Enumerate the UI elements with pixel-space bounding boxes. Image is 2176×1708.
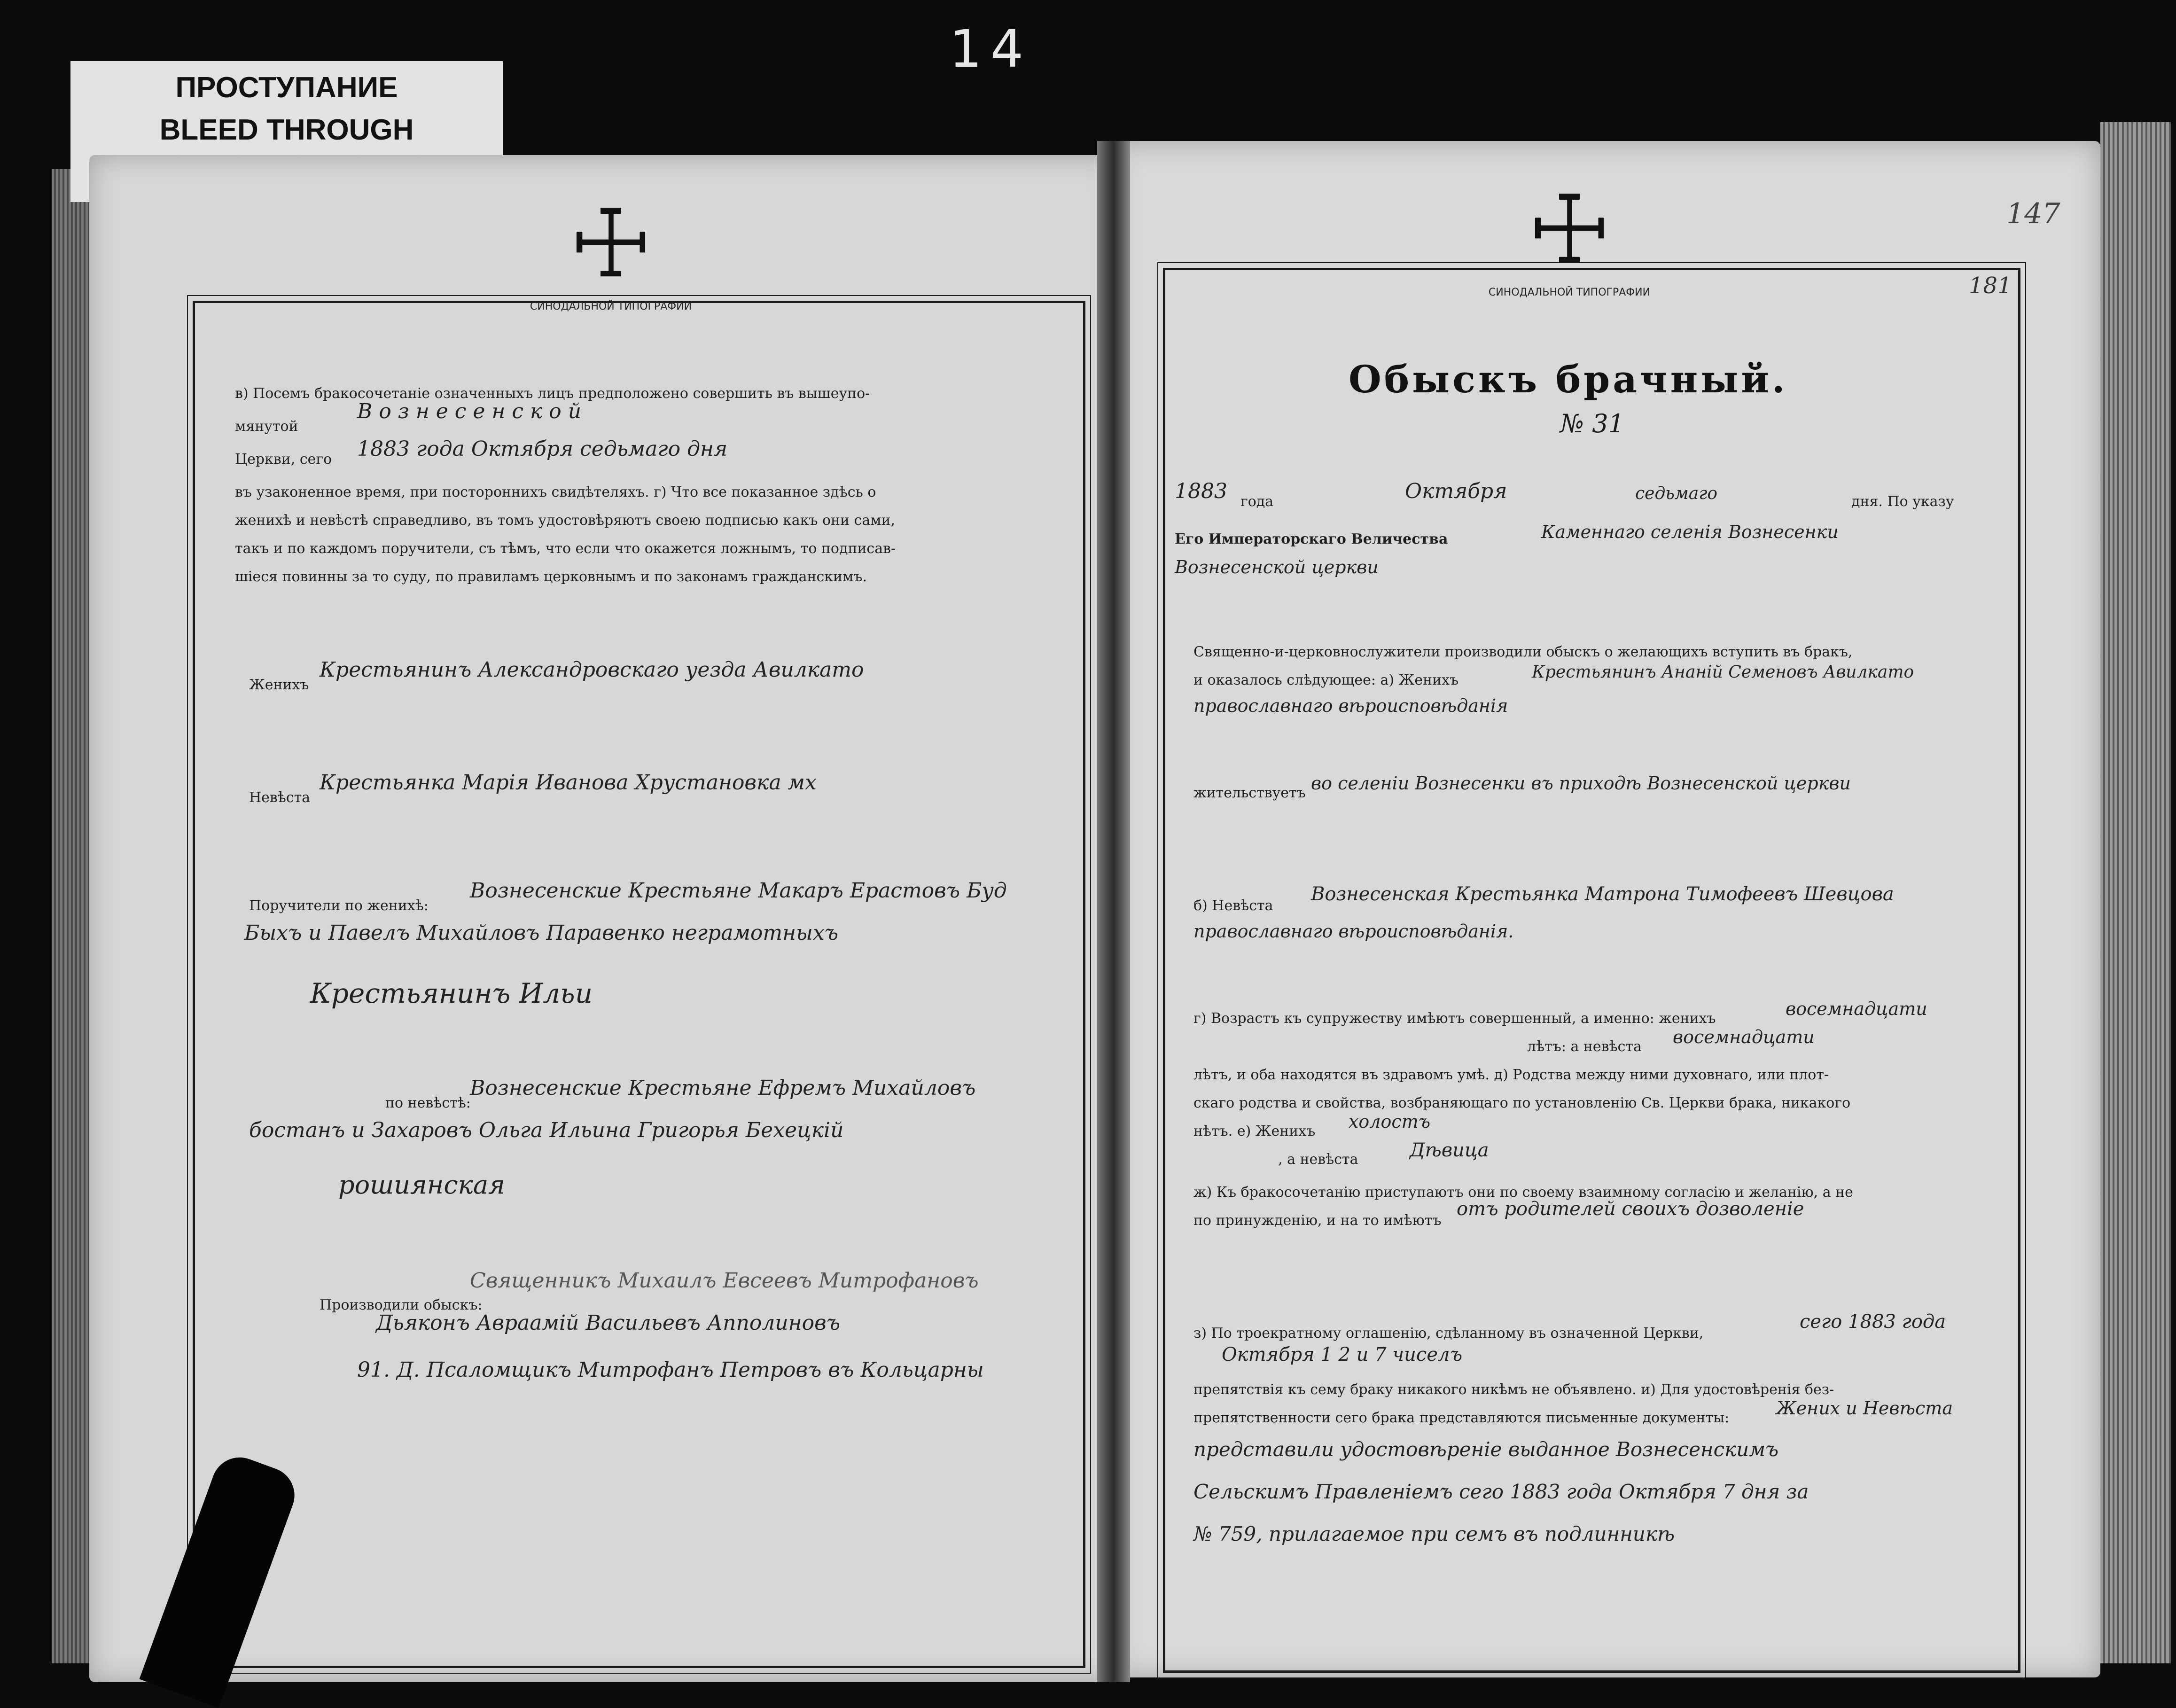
document-title: Обыскъ брачный. [1349, 357, 1788, 401]
left-para-v-line5: женихѣ и невѣстѣ справедливо, въ томъ удостовѣряютъ своею подписью какъ они сами, [235, 512, 896, 529]
inquirer-hand3: 91. Д. Псаломщикъ Митрофанъ Петровъ въ Кольцарны [357, 1358, 984, 1382]
clergy-line2: и оказалось слѣдующее: а) Женихъ [1193, 672, 1459, 688]
record-number-prefix: № [1560, 409, 1584, 438]
guarantor-bride-hand3: рошиянская [338, 1170, 505, 1200]
record-number [1560, 409, 1624, 438]
banns-line3: препятствiя къ сему браку никакого никѣмъ не объявлено. и) Для удостовѣренiя без- [1193, 1381, 1834, 1398]
consent-hand: отъ родителей своихъ дозволенiе [1457, 1198, 1804, 1220]
groom-status-hand: холостъ [1349, 1111, 1431, 1132]
folio-number: 147 [2006, 197, 2060, 230]
consent-line2: по принужденiю, и на то имѣютъ [1193, 1212, 1442, 1229]
guarantor-bride-hand1: Вознесенские Крестьяне Ефремъ Михайловъ [470, 1076, 976, 1100]
banns-dates-hand: Октября 1 2 и 7 чиселъ [1222, 1344, 1463, 1365]
clergy-groom-faith-hand: православнаго вѣроисповѣданiя [1193, 695, 1508, 716]
record-folio-number: 181 [1969, 273, 2012, 299]
banns-docs-hand: Жених и Невѣста [1776, 1398, 1953, 1419]
record-number-hand: 31 [1592, 409, 1624, 438]
left-para-v-date-hand: 1883 года Октября седьмаго дня [357, 437, 728, 461]
age-line5: нѣтъ. е) Женихъ [1193, 1123, 1316, 1139]
double-headed-eagle-icon: ☩ [1527, 175, 1612, 285]
residence-hand: во селенiи Вознесенки въ приходѣ Вознесенской церкви [1311, 773, 1851, 794]
majesty-line: Его Императорскаго Величества [1175, 531, 1448, 547]
right-page-border [1163, 268, 2020, 1673]
guarantor-groom-label: Поручители по женихѣ: [249, 897, 429, 914]
para-v-text: Посемъ бракосочетанiе означенныхъ лицъ предположено совершить въ вышеупо- [253, 385, 870, 402]
date-year-label: года [1240, 493, 1274, 510]
guarantor-bride-hand2: бостанъ и Захаровъ Ольга Ильина Григорья Бехецкiй [249, 1118, 844, 1142]
inquirer-hand2: Дьяконъ Авраамiй Васильевъ Апполиновъ [376, 1311, 841, 1335]
bride-status-hand: Дѣвица [1410, 1139, 1489, 1161]
age-bride-hand: восемнадцати [1673, 1027, 1815, 1047]
date-month-hand: Октября [1405, 479, 1507, 503]
guarantor-groom-hand1: Вознесенские Крестьяне Макаръ Ерастовъ Буд [470, 879, 1007, 903]
left-para-v-line3: Церкви, сего [235, 451, 332, 468]
bleed-label-en: BLEED THROUGH [159, 114, 414, 146]
bride-hand: Крестьянка Марiя Иванова Хрустановка мх [320, 771, 817, 795]
bleed-label-ru: ПРОСТУПАНИЕ [175, 71, 398, 104]
left-para-v-line4: въ узаконенное время, при постороннихъ свидѣтеляхъ. г) Что все показанное здѣсь о [235, 484, 876, 500]
groom-hand: Крестьянинъ Александровскаго уезда Авилкато [320, 658, 864, 682]
inquirer-hand1: Священникъ Михаилъ Евсеевъ Митрофановъ [470, 1269, 979, 1293]
residence-label: жительствуетъ [1193, 785, 1306, 801]
age-line3: лѣтъ, и оба находятся въ здравомъ умѣ. д) Родства между ними духовнаго, или плот- [1193, 1067, 1829, 1083]
right-book-edge [2100, 122, 2171, 1663]
date-day-hand: седьмаго [1635, 484, 1718, 503]
book-gutter [1097, 141, 1130, 1682]
majesty-hand: Каменнаго селенiя Вознесенки [1541, 522, 1839, 542]
guarantor-groom-hand3: Крестьянинъ Ильи [310, 977, 593, 1009]
clergy-line1: Священно-и-церковнослужители производили обыскъ о желающихъ вступить въ бракъ, [1193, 644, 1853, 660]
double-headed-eagle-icon: ☩ [569, 189, 653, 299]
banns-line4: препятственности сего брака представляются письменные документы: [1193, 1410, 1730, 1426]
age-line6: , а невѣста [1278, 1151, 1358, 1168]
left-para-v-line2: мянутой [235, 418, 298, 435]
age-groom-hand: восемнадцати [1786, 998, 1927, 1019]
frame-number: 14 [949, 19, 1032, 79]
right-ribbon-text: СИНОДАЛЬНОЙ ТИПОГРАФИИ [1488, 287, 1651, 298]
age-line4: скаго родства и свойства, возбраняющаго по установленiю Св. Церкви брака, никакого [1193, 1095, 1851, 1111]
left-book-edge [52, 169, 94, 1663]
right-bride-hand2: православнаго вѣроисповѣданiя. [1193, 921, 1514, 942]
date-day-label: дня. По указу [1851, 493, 1954, 510]
left-para-v-line7: шiеся повинны за то суду, по правиламъ церковнымъ и по законамъ гражданскимъ. [235, 569, 867, 585]
clergy-groom-hand: Крестьянинъ Ананiй Семеновъ Авилкато [1532, 663, 1914, 682]
banns-year-hand: сего 1883 года [1800, 1311, 1946, 1333]
consent-line1: ж) Къ бракосочетанiю приступаютъ они по своему взаимному согласiю и желанiю, а не [1193, 1184, 1853, 1201]
banns-cert-hand1: представили удостовѣренiе выданное Вознесенскимъ [1193, 1438, 1779, 1461]
inquirer-label: Производили обыскъ: [320, 1297, 483, 1313]
church-hand: Вознесенской церкви [1175, 557, 1379, 577]
para-v-marker: в) [235, 385, 249, 402]
groom-label: Женихъ [249, 677, 309, 693]
banns-cert-hand2: Сельскимъ Правленiемъ сего 1883 года Октября 7 дня за [1193, 1480, 1809, 1503]
guarantor-bride-label: по невѣстѣ: [385, 1095, 471, 1111]
age-line2: лѣтъ: а невѣста [1527, 1038, 1642, 1055]
left-para-v-church-hand: В о з н е с е н с к о й [357, 399, 582, 423]
guarantor-groom-hand2: Быхъ и Павелъ Михайловъ Паравенко неграмотныхъ [244, 921, 839, 945]
date-year-hand: 1883 [1175, 479, 1227, 503]
right-bride-label: б) Невѣста [1193, 897, 1273, 914]
left-para-v-line6: такъ и по каждомъ поручители, съ тѣмъ, что если что окажется ложнымъ, то подписав- [235, 540, 896, 557]
banns-line1: з) По троекратному оглашенiю, сдѣланному въ означенной Церкви, [1193, 1325, 1704, 1341]
banns-cert-hand3: № 759, прилагаемое при семъ въ подлинникѣ [1193, 1522, 1675, 1545]
age-line1: г) Возрастъ къ супружеству имѣютъ совершенный, а именно: женихъ [1193, 1010, 1716, 1027]
right-bride-hand1: Вознесенская Крестьянка Матрона Тимофеевъ Шевцовa [1311, 883, 1894, 905]
left-ribbon-text: СИНОДАЛЬНОЙ ТИПОГРАФИИ [530, 301, 692, 312]
bride-label: Невѣста [249, 789, 311, 806]
